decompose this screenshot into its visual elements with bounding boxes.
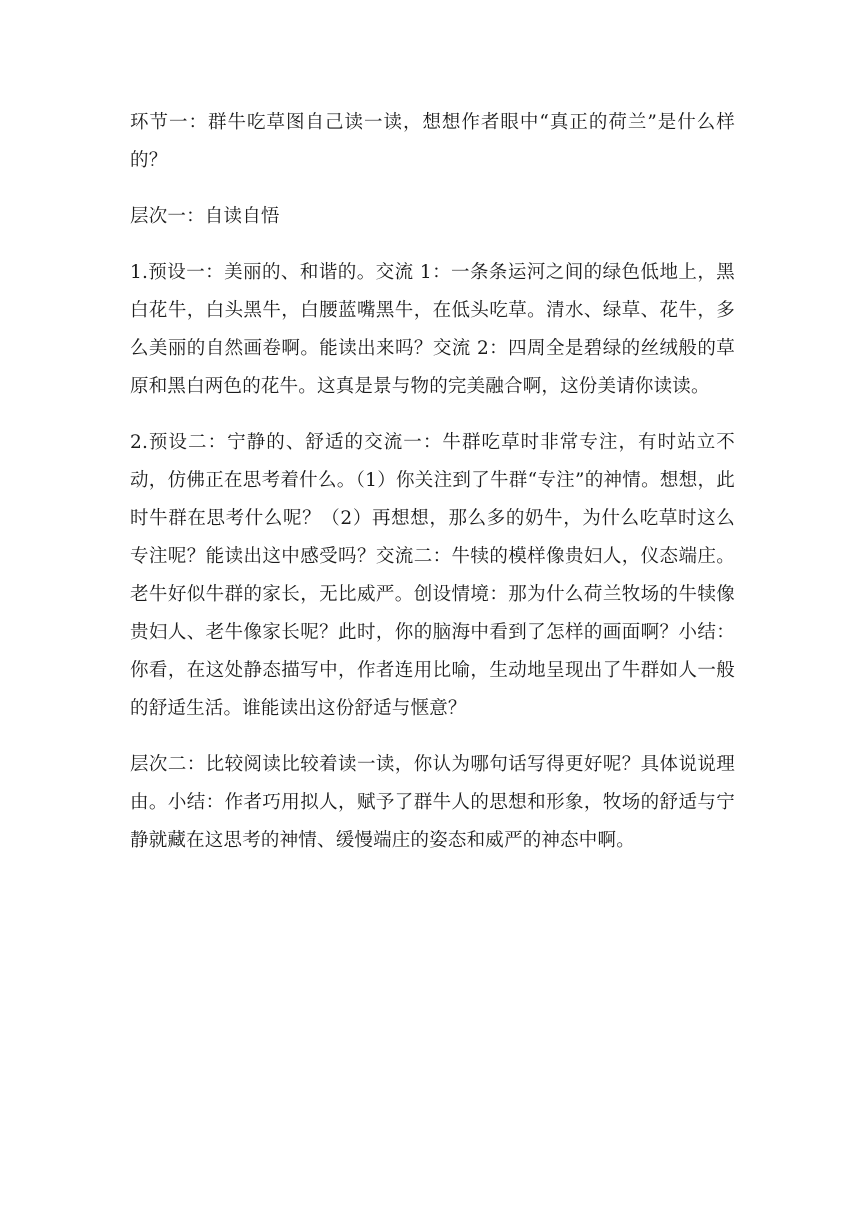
document-body [130, 104, 735, 878]
paragraph-level-one-heading: 层次一：自读自悟 [130, 206, 280, 227]
paragraph-preset-two: 2.预设二：宁静的、舒适的交流一：牛群吃草时非常专注，有时站立不动，仿佛正在思考着什么。（1）你关注到了牛群“专注”的神情。想想，此时牛群在思考什么呢？（2）再想想，那么多的奶牛，为什么吃草时这么专注呢？能读出这中感受吗？交流二：牛犊的模样像贵妇人，仪态端庄。老牛好似牛群的家长，无比威严。创设情境：那为什么荷兰牧场的牛犊像贵妇人、老牛像家长呢？此时，你的脑海中看到了怎样的画面啊？小结：你看，在这处静态描写中，作者连用比喻，生动地呈现出了牛群如人一般的舒适生活。谁能读出这份舒适与惬意？ [130, 432, 735, 719]
paragraph-level-two: 层次二：比较阅读比较着读一读，你认为哪句话写得更好呢？具体说说理由。小结：作者巧用拟人，赋予了群牛人的思想和形象，牧场的舒适与宁静就藏在这思考的神情、缓慢端庄的姿态和威严的神态中啊。 [130, 754, 735, 851]
paragraph-section-one-question: 环节一：群牛吃草图自己读一读，想想作者眼中“真正的荷兰”是什么样的？ [130, 112, 735, 171]
paragraph-preset-one: 1.预设一：美丽的、和谐的。交流 1：一条条运河之间的绿色低地上，黑白花牛，白头黑牛，白腰蓝嘴黑牛，在低头吃草。清水、绿草、花牛，多么美丽的自然画卷啊。能读出来吗？交流 2：四周全是碧绿的丝绒般的草原和黑白两色的花牛。这真是景与物的完美融合啊，这份美请你读读。 [130, 262, 735, 397]
